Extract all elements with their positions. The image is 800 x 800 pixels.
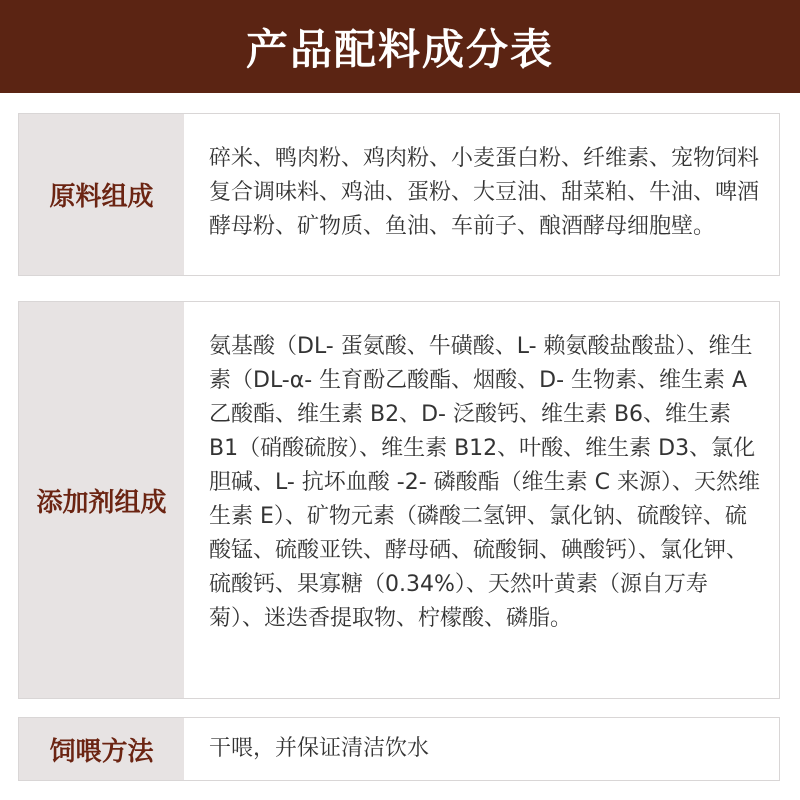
- feeding-label: 饲喂方法: [19, 718, 184, 780]
- page-title: 产品配料成分表: [0, 0, 800, 93]
- additives-text: 氨基酸（DL- 蛋氨酸、牛磺酸、L- 赖氨酸盐酸盐）、维生素（DL-α- 生育酚乙酸酯、烟酸、D- 生物素、维生素 A 乙酸酯、维生素 B2、D- 泛酸钙、维生素 B6、维生素 B1（硝酸硫胺）、维生素 B12、叶酸、维生素 D3、氯化胆碱、L- 抗坏血酸 -2- 磷酸酯（维生素 C 来源）、天然维生素 E）、矿物元素（磷酸二氢钾、氯化钠、硫酸锌、硫酸锰、硫酸亚铁、酵母硒、硫酸铜、碘酸钙）、氯化钾、硫酸钙、果寡糖（0.34%）、天然叶黄素（源自万寿菊）、迷迭香提取物、柠檬酸、磷脂。: [209, 334, 761, 631]
- feeding-text: 干喂，并保证清洁饮水: [209, 736, 430, 761]
- additives-content: [184, 302, 779, 698]
- ingredients-content: [184, 114, 779, 275]
- ingredients-text: 碎米、鸭肉粉、鸡肉粉、小麦蛋白粉、纤维素、宠物饲料复合调味料、鸡油、蛋粉、大豆油、甜菜粕、牛油、啤酒酵母粉、矿物质、鱼油、车前子、酿酒酵母细胞壁。: [209, 145, 760, 239]
- feeding-content: [184, 718, 779, 780]
- ingredients-row: [18, 113, 780, 276]
- additives-row: [18, 301, 780, 699]
- ingredients-label: 原料组成: [19, 114, 184, 275]
- feeding-row: [18, 717, 780, 781]
- additives-label: 添加剂组成: [19, 302, 184, 698]
